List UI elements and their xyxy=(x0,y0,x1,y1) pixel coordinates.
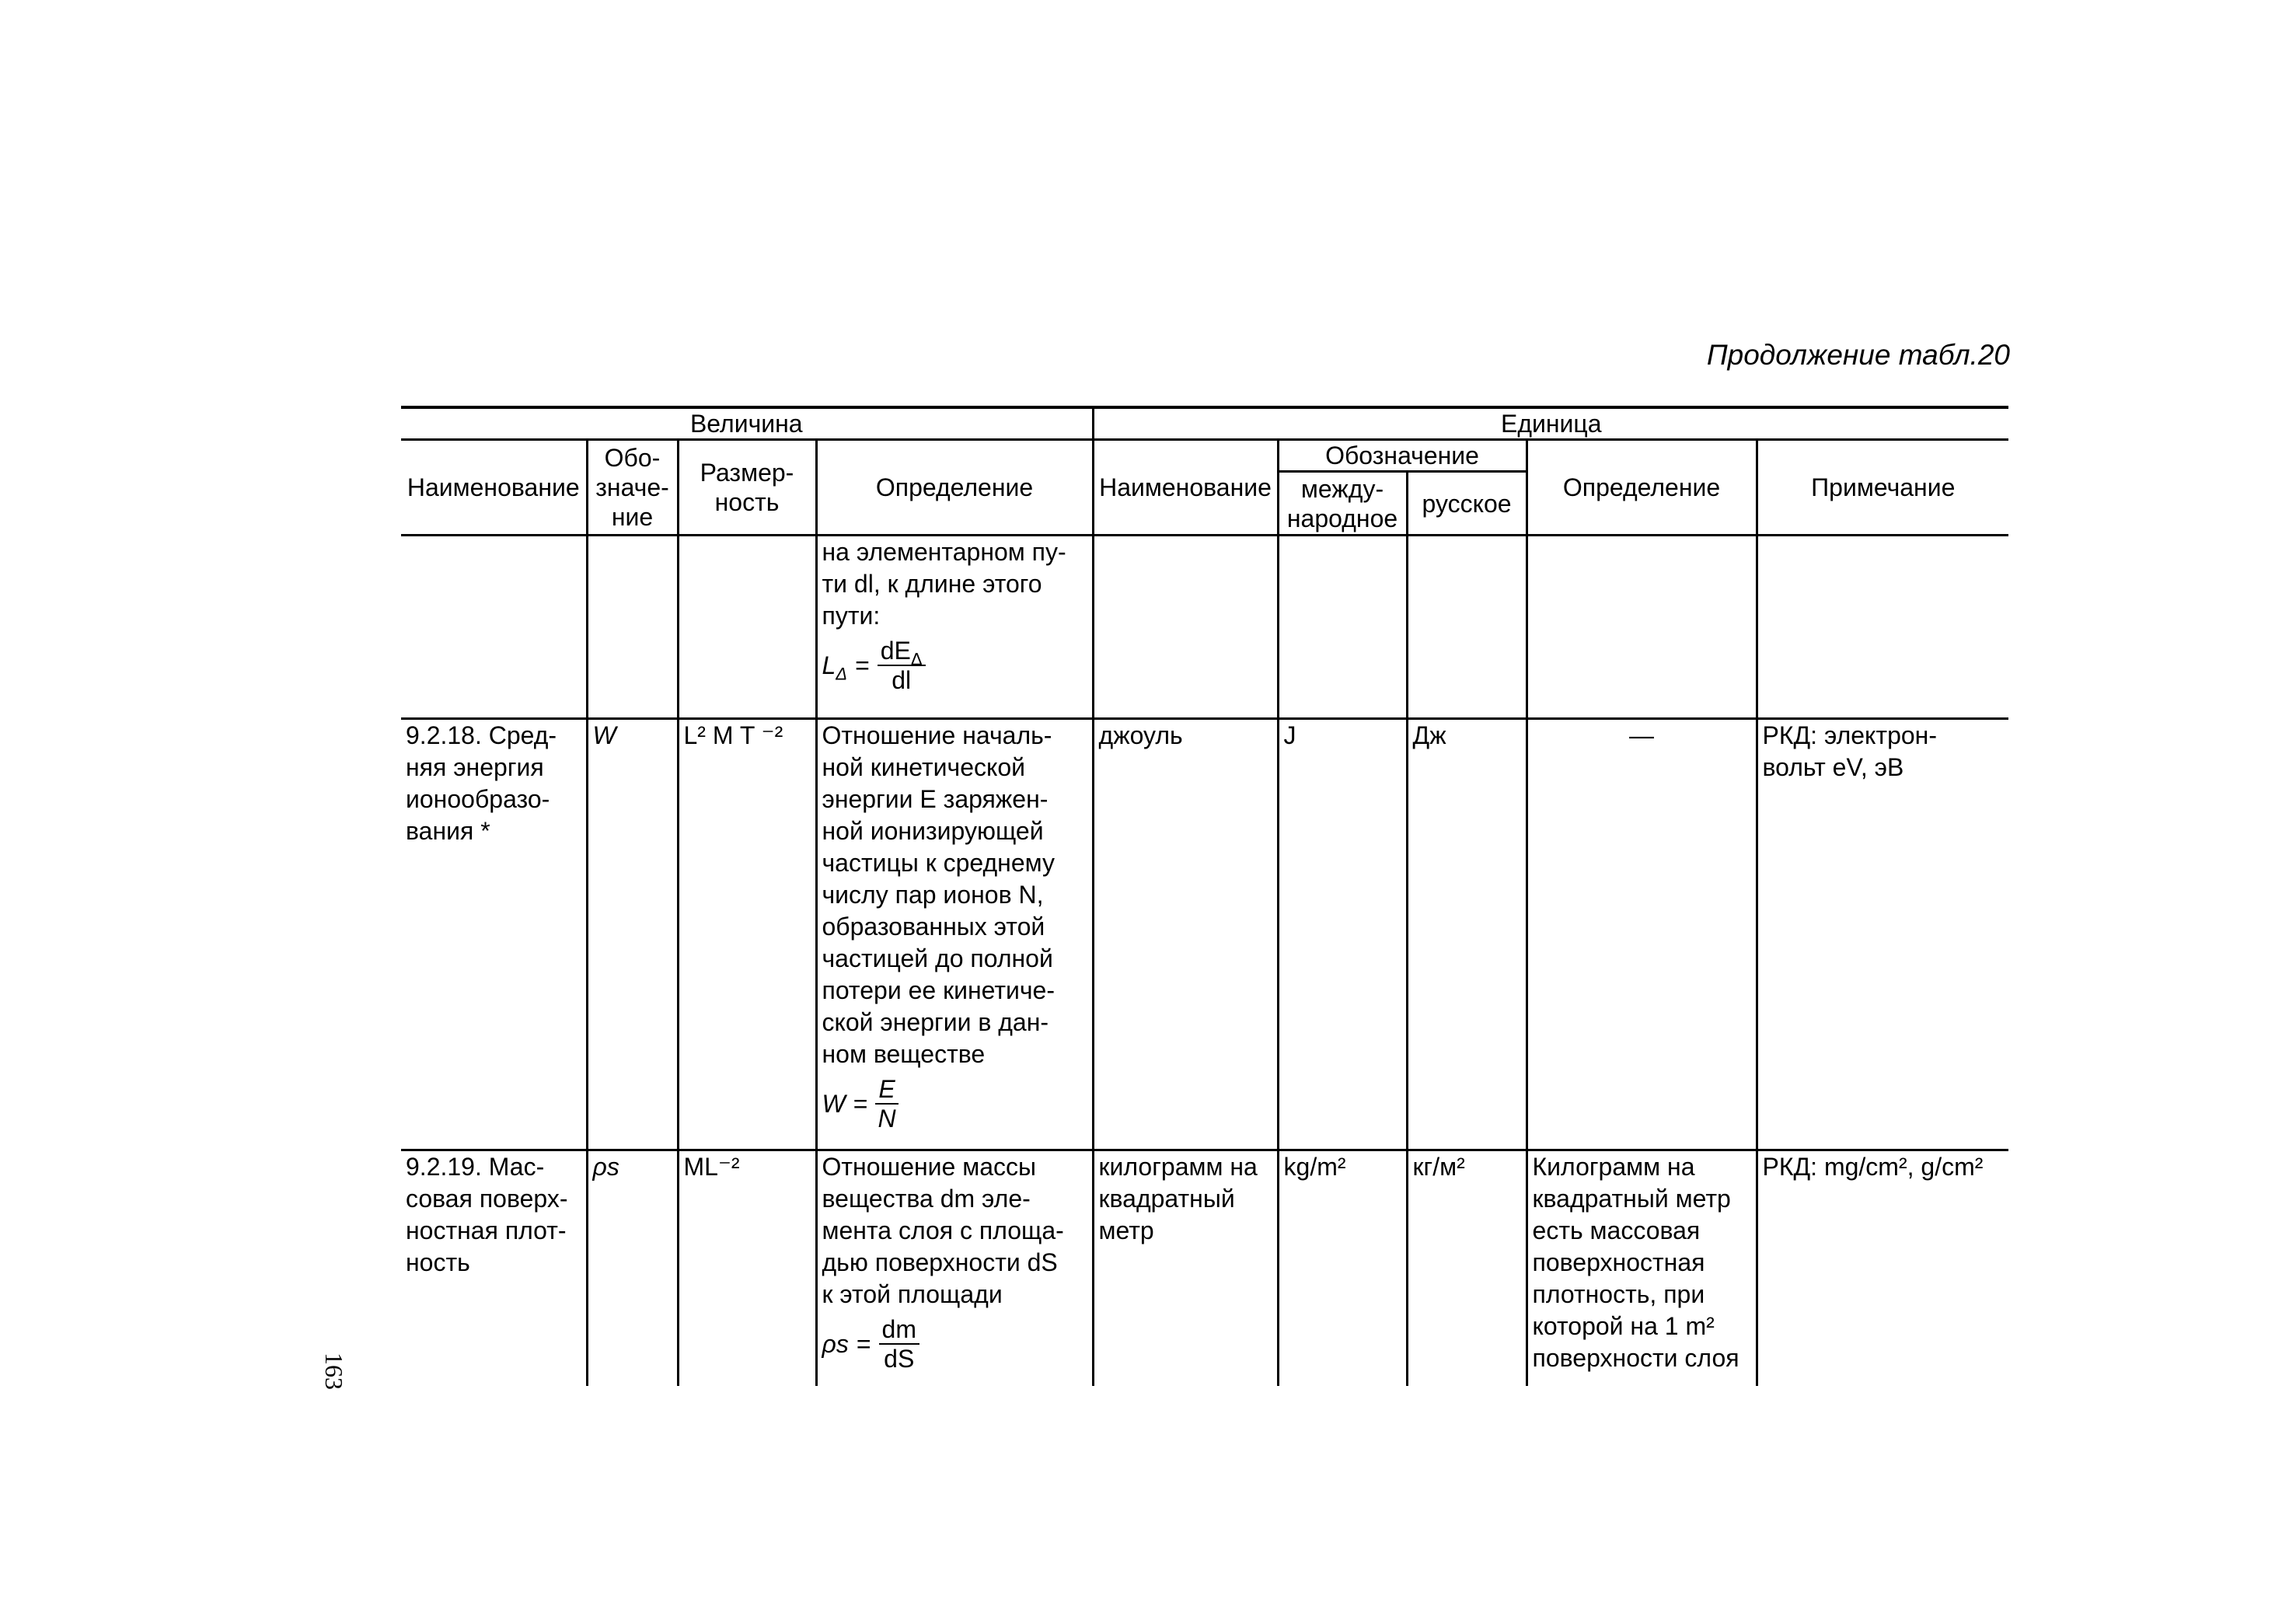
formula: $L_\Delta$ = $\frac{dE_\Delta}{dl}$ xyxy=(822,637,1087,694)
table-row xyxy=(401,1150,2008,1386)
units-table xyxy=(401,406,2008,1386)
formula: ρs = $\frac{dm}{dS}$ xyxy=(822,1315,1087,1373)
cell-unit-name xyxy=(1093,536,1278,719)
formula-denominator: dl xyxy=(892,666,912,694)
header-u-designation: Обозначение xyxy=(1278,440,1527,472)
header-u-definition: Определение xyxy=(1527,440,1757,536)
cell-name: 9.2.18. Сред- няя энергия ионообразо- вания * xyxy=(401,719,587,1150)
definition-text: Отношение массы вещества dm эле- мента слоя с площа- дью поверхности dS к этой площади xyxy=(822,1153,1064,1308)
formula-numerator: $dE_\Delta$ xyxy=(878,637,926,666)
header-u-russian: русское xyxy=(1407,472,1527,536)
cell-unit-intl xyxy=(1278,536,1407,719)
cell-definition xyxy=(816,719,1093,1150)
cell-unit-rus: Дж xyxy=(1407,719,1527,1150)
cell-dimension: L² M T ⁻² xyxy=(678,719,816,1150)
page-number: 163 xyxy=(320,1352,348,1390)
cell-unit-intl: kg/m² xyxy=(1278,1150,1407,1386)
cell-symbol xyxy=(587,536,678,719)
cell-unit-rus xyxy=(1407,536,1527,719)
cell-name xyxy=(401,536,587,719)
formula-numerator: E xyxy=(875,1075,898,1105)
cell-unit-intl: J xyxy=(1278,719,1407,1150)
formula-lhs: $L_\Delta$ xyxy=(822,651,848,683)
table-row xyxy=(401,536,2008,719)
cell-unit-definition: Килограмм на квадратный метр есть массовая поверхностная плотность, при которой на 1 m² поверхности слоя xyxy=(1527,1150,1757,1386)
header-q-symbol: Обо- значе- ние xyxy=(587,440,678,536)
header-quantity: Величина xyxy=(401,407,1093,440)
formula-denominator: N xyxy=(878,1105,896,1133)
cell-definition xyxy=(816,536,1093,719)
cell-symbol: ρs xyxy=(587,1150,678,1386)
cell-dimension: ML⁻² xyxy=(678,1150,816,1386)
cell-unit-rus: кг/м² xyxy=(1407,1150,1527,1386)
header-q-definition: Определение xyxy=(816,440,1093,536)
header-u-international: между- народное xyxy=(1278,472,1407,536)
cell-unit-definition: — xyxy=(1527,719,1757,1150)
header-q-dimension: Размер- ность xyxy=(678,440,816,536)
formula-lhs: W xyxy=(822,1089,846,1118)
cell-unit-name: джоуль xyxy=(1093,719,1278,1150)
header-unit: Единица xyxy=(1093,407,2008,440)
table-row xyxy=(401,719,2008,1150)
formula: W = $\frac{E}{N}$ xyxy=(822,1075,1087,1133)
formula-lhs: ρs xyxy=(822,1329,849,1358)
header-q-name: Наименование xyxy=(401,440,587,536)
cell-note xyxy=(1757,536,2008,719)
formula-denominator: dS xyxy=(884,1345,915,1373)
cell-name: 9.2.19. Мас- совая поверх- ностная плот- ность xyxy=(401,1150,587,1386)
cell-note: РКД: mg/cm², g/cm² xyxy=(1757,1150,2008,1386)
definition-text: на элементарном пу- ти dl, к длине этого пути: xyxy=(822,538,1066,630)
cell-unit-definition xyxy=(1527,536,1757,719)
definition-text: Отношение началь- ной кинетической энергии E заряжен- ной ионизирующей частицы к среднему числу пар ионов N, образованных этой частицей до полной потери ее кинетиче- ской энергии в дан- ном веществе xyxy=(822,721,1055,1068)
cell-note: РКД: электрон- вольт eV, эВ xyxy=(1757,719,2008,1150)
header-u-note: Примечание xyxy=(1757,440,2008,536)
formula-numerator: dm xyxy=(879,1315,919,1345)
cell-dimension xyxy=(678,536,816,719)
table-caption: Продолжение табл.20 xyxy=(1706,339,2010,371)
header-u-name: Наименование xyxy=(1093,440,1278,536)
cell-definition xyxy=(816,1150,1093,1386)
cell-unit-name: килограмм на квадратный метр xyxy=(1093,1150,1278,1386)
cell-symbol: W xyxy=(587,719,678,1150)
